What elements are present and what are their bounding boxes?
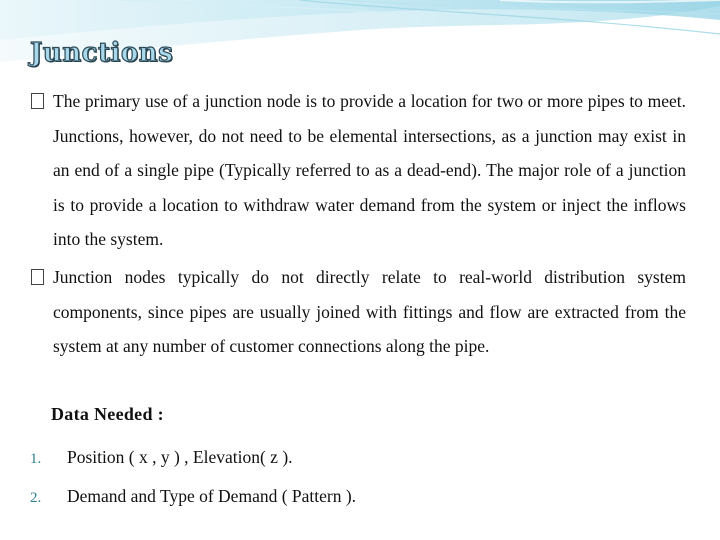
- square-bullet-icon: [31, 260, 53, 295]
- numbered-item-position: [30, 447, 293, 468]
- data-needed-heading: Data Needed :: [51, 404, 164, 424]
- item-number: 2.: [30, 490, 42, 506]
- bullet-text: The primary use of a junction node is to provide a location for two or more pipes to meet. Junctions, however, do not need to be elemental intersections, as a junction may exist in an end of a single pipe (Typically referred to as a dead-end). The major role of a junction is to provide a location to withdraw water demand from the system or inject the inflows into the system.: [53, 91, 686, 249]
- numbered-item-demand: [30, 486, 356, 507]
- bullet-item-junction-purpose: [31, 84, 686, 257]
- slide-title: Junctions: [30, 38, 174, 68]
- bullet-text: Junction nodes typically do not directly relate to real-world distribution system components, since pipes are usually joined with fittings and flow are extracted from the system at any number of customer connections along the pipe.: [53, 267, 686, 356]
- item-number: 1.: [30, 451, 42, 467]
- item-text: Demand and Type of Demand ( Pattern ).: [67, 486, 357, 506]
- square-bullet-icon: [31, 84, 53, 119]
- bullet-item-junction-nodes: [31, 260, 686, 364]
- item-text: Position ( x , y ) , Elevation( z ).: [67, 447, 293, 467]
